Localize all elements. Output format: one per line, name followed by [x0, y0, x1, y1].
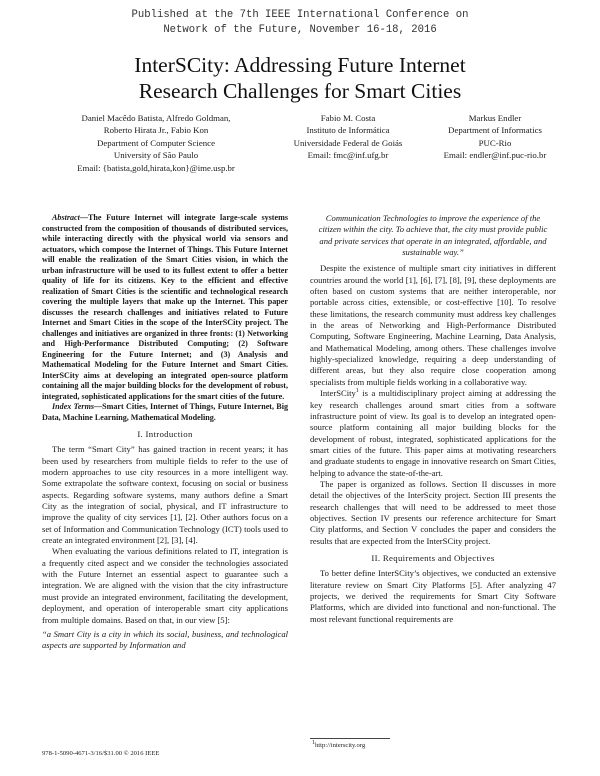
intro-paragraph-2: When evaluating the various definitions related to IT, integration is a frequently cited aspect and we consider the technologies associated with the Future Internet an essential aspect to guarantee such a integration. We are aligned with the vision that the city infrastructure must provide an integrated environment, facilitating the development, deployment, and operation of interoperable smart city applications from multiple domains. Based on that, in our view [5]: [42, 546, 288, 625]
title-line-1: InterSCity: Addressing Future Internet [134, 53, 466, 77]
author-group-usp [42, 112, 270, 174]
intro-paragraph-5: The paper is organized as follows. Section II discusses in more detail the objectives of the InterScity project. Section III presents the research challenges that will need to be addressed to meet those objectives. Section IV presents our reference architecture for Smart City platforms, and Section V concludes the paper and considers the results that are expected from the InterSCity project. [310, 478, 556, 546]
author-group-puc [420, 112, 570, 162]
author-email: Email: endler@inf.puc-rio.br [443, 150, 547, 161]
index-terms-text: —Smart Cities, Internet of Things, Future Internet, Big Data, Machine Learning, Mathematical Modeling. [42, 402, 288, 422]
footnote [312, 739, 366, 749]
author-institution: Universidade Federal de Goiás [293, 137, 403, 148]
intro-paragraph-4 [310, 388, 556, 479]
intro-paragraph-4-text: is a multidisciplinary project aiming at addressing the key research challenges around smart cities from a software infrastructure point of view. Its goal is to develop an integrated open-source platform containing all major building blocks for the development of robust, integrated, sophisticated applications for the smart cities of the future. This paper aims at motivating researchers and graduate students to engage in innovative research on Smart Cities, helping to advance the state-of-the-art. [310, 388, 556, 478]
author-institution: University of São Paulo [113, 150, 199, 161]
right-column [310, 213, 556, 625]
index-terms-label: Index Terms [52, 402, 95, 411]
title-line-2: Research Challenges for Smart Cities [138, 79, 462, 103]
conference-banner [0, 8, 600, 38]
section-heading-requirements: II. Requirements and Objectives [371, 552, 495, 563]
author-names: Markus Endler [468, 113, 522, 123]
author-department: Department of Informatics [448, 125, 542, 136]
author-institution: PUC-Rio [478, 137, 512, 148]
footnote-divider [310, 738, 390, 739]
author-names: Roberto Hirata Jr., Fabio Kon [103, 125, 209, 136]
author-names: Fabio M. Costa [320, 113, 376, 123]
paper-title [0, 52, 600, 104]
footnote-number: 1 [312, 739, 315, 746]
smart-city-definition-quote-start: “a Smart City is a city in which its social, business, and technological aspects are supported by Information and [42, 628, 288, 651]
banner-line-1: Published at the 7th IEEE International Conference on [131, 9, 469, 21]
author-names: Daniel Macêdo Batista, Alfredo Goldman, [81, 113, 231, 123]
banner-line-2: Network of the Future, November 16-18, 2016 [163, 24, 437, 36]
project-name: InterSCity [320, 388, 356, 399]
requirements-paragraph-1: To better define InterSCity’s objectives, we conducted an extensive literature review on Smart City Platforms [5]. After analyzing 47 projects, we derived the requirements for Smart City Software Platforms, which are divided into functional and non-functional. The most relevant functional requirements are [310, 568, 556, 624]
left-column [42, 213, 288, 652]
intro-paragraph-3: Despite the existence of multiple smart city initiatives in different countries around the world [1], [6], [7], [8], [9], these deployments are often based on custom systems that are neither interoperable, nor portable across cities, extensible, or cost-effective [10]. To resolve these limitations, the research community must address key challenges in the areas of Networking and High-Performance Distributed Computing, Software Engineering, Machine Learning, Data Analysis, and Mathematical Modeling, among others. These challenges involve highly-specialized knowledge, requiring a deep understanding of different areas, but they also require close cooperation among specialists from multiple fields working in a collaborative way. [310, 263, 556, 387]
author-block [0, 112, 600, 172]
author-group-ufg [278, 112, 418, 162]
section-heading-introduction: I. Introduction [137, 429, 193, 439]
author-department: Instituto de Informática [306, 125, 390, 136]
author-email: Email: {batista,gold,hirata,kon}@ime.usp.br [77, 162, 235, 173]
intro-paragraph-1: The term “Smart City” has gained traction in recent years; it has been used by researchers from multiple fields to refer to the use of modern approaches to use city resources in a more intelligent way. Some extrapolate the software context, focusing on social or business aspects. Regarding software systems, many authors define a Smart City as the integration of social, physical, and IT infrastructure to improve the quality of city services [1], [2]. Other authors focus on a set of Information and Communication Technology (ICT) tools used to create an integrated environment [2], [3], [4]. [42, 444, 288, 546]
abstract-label: Abstract [52, 213, 80, 222]
author-department: Department of Computer Science [97, 137, 215, 148]
index-terms [42, 402, 288, 423]
copyright-notice: 978-1-5090-4671-3/16/$31.00 © 2016 IEEE [42, 750, 160, 757]
footnote-url: http://interscity.org [315, 742, 366, 749]
abstract-text: —The Future Internet will integrate large-scale systems constructed from the composition of thousands of distributed services, while interacting directly with the physical world via sensors and actuators, which compose the Internet of Things. This Future Internet will enable the realization of the Smart Cities vision, in which the urban infrastructure will be used to its fullest extent to offer a better quality of life for its citizens. Key to the efficient and effective realization of Smart Cities is the scientific and technological research covering the multiple layers that make up the Internet. This paper discusses the research challenges and initiatives related to Future Internet and Smart Cities in the scope of the InterSCity project. The challenges and initiatives are organized in three fronts: (1) Networking and High-Performance Distributed Computing; (2) Software Engineering for the Future Internet; and (3) Analysis and Mathematical Modeling for the Future Internet and Smart Cities. InterSCity aims at developing an integrated open-source platform containing all the major building blocks for the development of robust, integrated, sophisticated applications for the smart cities of the future. [42, 213, 288, 401]
author-email: Email: fmc@inf.ufg.br [307, 150, 389, 161]
abstract [42, 213, 288, 402]
footnote-marker: 1 [355, 388, 359, 395]
smart-city-definition-quote-end: Communication Technologies to improve the experience of the citizen within the city. To achieve that, the city must provide public and private services that operate in an integrated, affordable, and sustainable way.” [318, 213, 548, 258]
